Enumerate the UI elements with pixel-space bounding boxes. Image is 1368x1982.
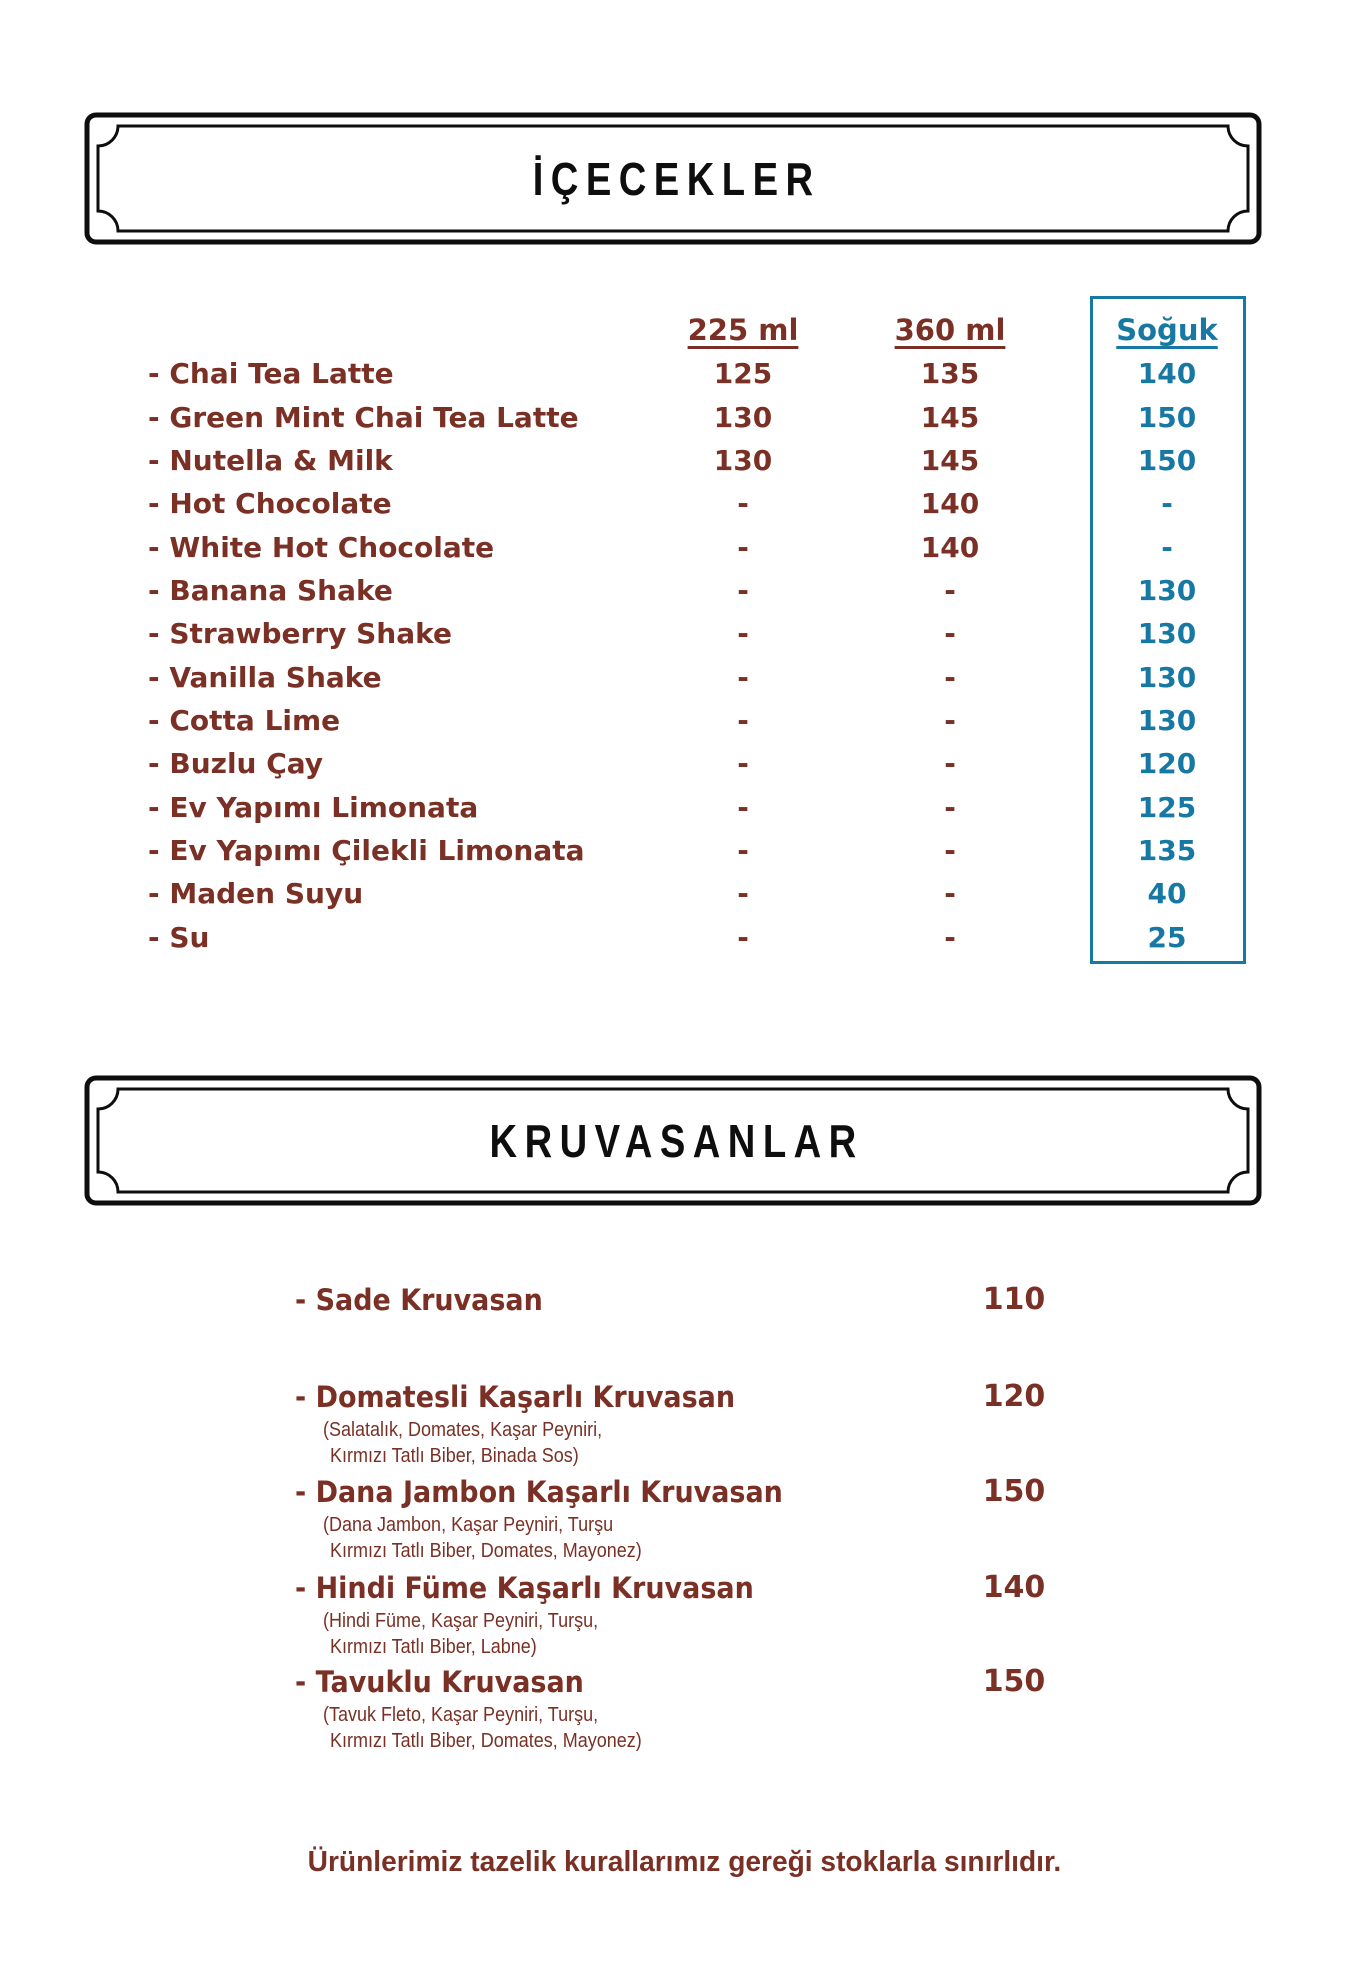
price-225ml: - [737,530,749,564]
croissant-name: - Hindi Füme Kaşarlı Kruvasan [295,1571,754,1605]
croissant-price: 110 [982,1282,1046,1317]
drink-row [84,829,1242,872]
drink-row [84,352,1242,395]
croissant-item [295,1377,1245,1469]
croissants-section-frame [84,1075,1262,1206]
price-cold: 130 [1137,704,1197,738]
drink-row [84,786,1242,829]
croissant-price: 140 [982,1570,1046,1605]
price-cold: 130 [1137,573,1197,607]
drink-row [84,395,1242,438]
croissant-ingredients-line2: Kırmızı Tatlı Biber, Binada Sos) [330,1445,579,1467]
croissant-name: - Tavuklu Kruvasan [295,1665,584,1699]
drink-name: - Banana Shake [148,573,393,607]
croissant-item [295,1568,1245,1660]
drink-name: - Ev Yapımı Çilekli Limonata [148,834,585,868]
drink-row [84,742,1242,785]
price-225ml: - [737,790,749,824]
croissant-ingredients-line2: Kırmızı Tatlı Biber, Domates, Mayonez) [330,1540,642,1562]
drinks-table [84,308,1242,959]
drink-name: - Chai Tea Latte [148,357,394,391]
drink-row [84,656,1242,699]
croissant-name: - Domatesli Kaşarlı Kruvasan [295,1380,736,1414]
price-360ml: 140 [920,530,980,564]
croissant-name: - Dana Jambon Kaşarlı Kruvasan [295,1475,783,1509]
price-360ml: - [944,920,956,954]
price-cold: 25 [1147,920,1187,954]
croissant-price: 150 [982,1664,1046,1699]
price-225ml: - [737,617,749,651]
price-225ml: - [737,877,749,911]
price-cold: 135 [1137,834,1197,868]
footer-note [0,1846,1368,1879]
drink-row [84,439,1242,482]
drink-row [84,699,1242,742]
croissant-ingredients-line1: (Salatalık, Domates, Kaşar Peyniri, [323,1419,603,1441]
price-360ml: - [944,617,956,651]
price-cold: 150 [1137,400,1197,434]
drink-row [84,569,1242,612]
drink-name: - White Hot Chocolate [148,530,495,564]
drink-row [84,612,1242,655]
price-225ml: - [737,660,749,694]
croissant-item [295,1662,1245,1754]
drink-name: - Ev Yapımı Limonata [148,790,479,824]
drinks-section-title [84,112,1262,245]
drink-row [84,525,1242,568]
croissant-price: 150 [982,1474,1046,1509]
drink-name: - Strawberry Shake [148,617,452,651]
drink-name: - Maden Suyu [148,877,364,911]
price-225ml: - [737,920,749,954]
price-cold: 40 [1147,877,1187,911]
croissant-ingredients-line1: (Hindi Füme, Kaşar Peyniri, Turşu, [323,1610,599,1632]
price-360ml: - [944,704,956,738]
price-cold: 125 [1137,790,1197,824]
drink-name: - Buzlu Çay [148,747,324,781]
croissant-ingredients-line1: (Dana Jambon, Kaşar Peyniri, Turşu [323,1514,614,1536]
price-360ml: 140 [920,487,980,521]
croissant-ingredients-line2: Kırmızı Tatlı Biber, Labne) [330,1636,537,1658]
drinks-header-row [84,308,1242,352]
drink-name: - Hot Chocolate [148,487,392,521]
price-360ml: - [944,877,956,911]
drinks-section-frame [84,112,1262,245]
price-225ml: - [737,747,749,781]
price-225ml: - [737,834,749,868]
drinks-section-title-text: İÇECEKLER [532,152,821,205]
price-360ml: - [944,790,956,824]
drink-name: - Nutella & Milk [148,443,393,477]
croissants-section-title-text: KRUVASANLAR [489,1114,864,1167]
size-360ml-header: 360 ml [894,313,1006,347]
footer-note-text: Ürünlerimiz tazelik kurallarımız gereği stoklarla sınırlıdır. [307,1846,1061,1878]
drink-name: - Vanilla Shake [148,660,382,694]
price-cold: - [1161,487,1173,521]
croissant-ingredients-line1: (Tavuk Fleto, Kaşar Peyniri, Turşu, [323,1704,599,1726]
price-360ml: - [944,747,956,781]
price-225ml: 130 [713,443,773,477]
croissants-section-title [84,1075,1262,1206]
drink-row [84,872,1242,915]
croissant-ingredients-line2: Kırmızı Tatlı Biber, Domates, Mayonez) [330,1730,642,1752]
price-cold: 130 [1137,617,1197,651]
price-cold: 130 [1137,660,1197,694]
price-360ml: - [944,573,956,607]
croissant-item [295,1472,1245,1564]
drink-name: - Green Mint Chai Tea Latte [148,400,579,434]
drink-row [84,916,1242,959]
croissant-price: 120 [982,1379,1046,1414]
price-225ml: - [737,487,749,521]
price-cold: 150 [1137,443,1197,477]
price-360ml: 145 [920,443,980,477]
cold-header: Soğuk [1116,313,1218,347]
croissant-name: - Sade Kruvasan [295,1283,543,1317]
price-cold: - [1161,530,1173,564]
price-360ml: 135 [920,357,980,391]
price-cold: 140 [1137,357,1197,391]
price-360ml: - [944,834,956,868]
price-225ml: 125 [713,357,773,391]
drink-row [84,482,1242,525]
croissant-item [295,1280,1245,1320]
price-360ml: 145 [920,400,980,434]
drink-name: - Cotta Lime [148,704,341,738]
price-225ml: 130 [713,400,773,434]
price-cold: 120 [1137,747,1197,781]
price-225ml: - [737,704,749,738]
drink-name: - Su [148,920,210,954]
price-360ml: - [944,660,956,694]
price-225ml: - [737,573,749,607]
size-225ml-header: 225 ml [687,313,799,347]
